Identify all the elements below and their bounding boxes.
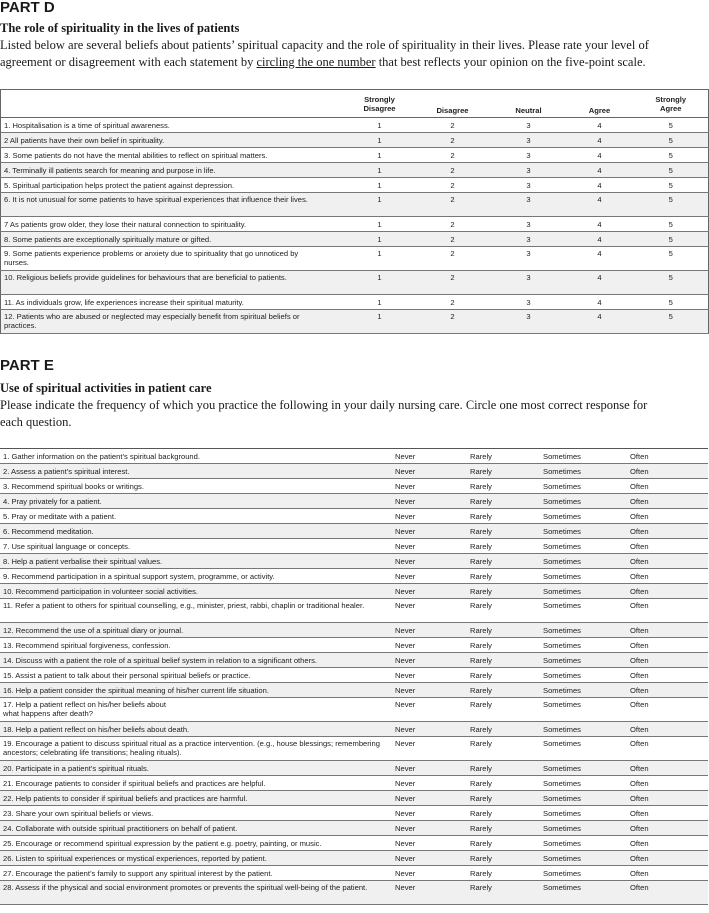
part-e-row — [0, 761, 708, 776]
rating-option-5[interactable]: 5 — [634, 217, 709, 232]
rating-option-4[interactable]: 4 — [566, 247, 634, 271]
part-e-row — [0, 524, 708, 539]
frequency-option-sometimes[interactable]: Sometimes — [543, 776, 630, 791]
frequency-option-often[interactable]: Often — [630, 881, 708, 905]
frequency-option-rarely[interactable]: Rarely — [470, 584, 543, 599]
part-d-rating-table — [0, 89, 709, 334]
part-e-activity: 12. Recommend the use of a spiritual diary or journal. — [0, 623, 395, 638]
part-e-activity: 22. Help patients to consider if spiritual beliefs and practices are harmful. — [0, 791, 395, 806]
part-e-instructions-line2: each question. — [0, 415, 72, 429]
frequency-option-often[interactable]: Often — [630, 554, 708, 569]
frequency-option-often[interactable]: Often — [630, 683, 708, 698]
rating-option-1[interactable]: 1 — [346, 133, 414, 148]
part-e-activity: 16. Help a patient consider the spiritual meaning of his/her current life situation. — [0, 683, 395, 698]
part-e-activity: 11. Refer a patient to others for spiritual counselling, e.g., minister, priest, rabbi, chaplin or traditional healer. — [0, 599, 395, 623]
frequency-option-sometimes[interactable]: Sometimes — [543, 509, 630, 524]
rating-option-1[interactable]: 1 — [346, 295, 414, 310]
part-e-row — [0, 554, 708, 569]
part-d-statement: 7 As patients grow older, they lose their natural connection to spirituality. — [1, 217, 346, 232]
rating-option-3[interactable]: 3 — [492, 178, 566, 193]
part-e-row — [0, 539, 708, 554]
rating-option-5[interactable]: 5 — [634, 148, 709, 163]
frequency-option-never[interactable]: Never — [395, 524, 470, 539]
frequency-option-often[interactable]: Often — [630, 806, 708, 821]
frequency-option-often[interactable]: Often — [630, 599, 708, 623]
frequency-option-rarely[interactable]: Rarely — [470, 623, 543, 638]
frequency-option-sometimes[interactable]: Sometimes — [543, 539, 630, 554]
part-d-title: The role of spirituality in the lives of patients — [0, 21, 240, 35]
rating-option-3[interactable]: 3 — [492, 193, 566, 217]
frequency-option-sometimes[interactable]: Sometimes — [543, 821, 630, 836]
frequency-option-often[interactable]: Often — [630, 584, 708, 599]
frequency-option-never[interactable]: Never — [395, 464, 470, 479]
frequency-option-rarely[interactable]: Rarely — [470, 668, 543, 683]
frequency-option-often[interactable]: Often — [630, 623, 708, 638]
rating-option-4[interactable]: 4 — [566, 232, 634, 247]
part-e-row — [0, 653, 708, 668]
part-e-row — [0, 509, 708, 524]
rating-option-2[interactable]: 2 — [414, 118, 492, 133]
part-d-row — [1, 133, 709, 148]
frequency-option-sometimes[interactable]: Sometimes — [543, 791, 630, 806]
frequency-option-rarely[interactable]: Rarely — [470, 851, 543, 866]
frequency-option-sometimes[interactable]: Sometimes — [543, 494, 630, 509]
frequency-option-never[interactable]: Never — [395, 761, 470, 776]
frequency-option-never[interactable]: Never — [395, 599, 470, 623]
frequency-option-sometimes[interactable]: Sometimes — [543, 761, 630, 776]
rating-option-5[interactable]: 5 — [634, 163, 709, 178]
scale-header-5: Strongly Agree — [634, 90, 709, 118]
part-d-instructions-line1: Listed below are several beliefs about patients’ spiritual capacity and the role of spirituality in their lives. Please rate your level of — [0, 38, 649, 52]
part-e-row — [0, 479, 708, 494]
frequency-option-often[interactable]: Often — [630, 524, 708, 539]
part-e-row — [0, 698, 708, 722]
rating-option-2[interactable]: 2 — [414, 295, 492, 310]
frequency-option-rarely[interactable]: Rarely — [470, 569, 543, 584]
scale-header-2: Disagree — [414, 90, 492, 118]
part-e-row — [0, 881, 708, 905]
frequency-option-rarely[interactable]: Rarely — [470, 554, 543, 569]
rating-option-4[interactable]: 4 — [566, 193, 634, 217]
part-d-statement: 9. Some patients experience problems or anxiety due to spirituality that go unnoticed by nurses. — [1, 247, 346, 271]
part-d-statement: 8. Some patients are exceptionally spiritually mature or gifted. — [1, 232, 346, 247]
part-e-row — [0, 722, 708, 737]
frequency-option-sometimes[interactable]: Sometimes — [543, 449, 630, 464]
rating-option-2[interactable]: 2 — [414, 271, 492, 295]
part-e-activity: 4. Pray privately for a patient. — [0, 494, 395, 509]
part-d-row — [1, 271, 709, 295]
frequency-option-often[interactable]: Often — [630, 737, 708, 761]
part-e-activity: 10. Recommend participation in volunteer social activities. — [0, 584, 395, 599]
rating-option-1[interactable]: 1 — [346, 163, 414, 178]
rating-option-3[interactable]: 3 — [492, 232, 566, 247]
part-d-statement: 2 All patients have their own belief in spirituality. — [1, 133, 346, 148]
part-e-activity: 14. Discuss with a patient the role of a spiritual belief system in relation to a significant others. — [0, 653, 395, 668]
rating-option-2[interactable]: 2 — [414, 178, 492, 193]
frequency-option-rarely[interactable]: Rarely — [470, 524, 543, 539]
part-d-statement: 3. Some patients do not have the mental abilities to reflect on spiritual matters. — [1, 148, 346, 163]
frequency-option-sometimes[interactable]: Sometimes — [543, 881, 630, 905]
rating-option-5[interactable]: 5 — [634, 133, 709, 148]
rating-option-1[interactable]: 1 — [346, 148, 414, 163]
rating-option-3[interactable]: 3 — [492, 310, 566, 334]
frequency-option-sometimes[interactable]: Sometimes — [543, 464, 630, 479]
frequency-option-sometimes[interactable]: Sometimes — [543, 569, 630, 584]
frequency-option-rarely[interactable]: Rarely — [470, 722, 543, 737]
part-e-activity: 8. Help a patient verbalise their spiritual values. — [0, 554, 395, 569]
frequency-option-never[interactable]: Never — [395, 881, 470, 905]
rating-option-2[interactable]: 2 — [414, 163, 492, 178]
rating-option-5[interactable]: 5 — [634, 310, 709, 334]
frequency-option-often[interactable]: Often — [630, 761, 708, 776]
part-e-activity: 23. Share your own spiritual beliefs or views. — [0, 806, 395, 821]
rating-option-1[interactable]: 1 — [346, 271, 414, 295]
frequency-option-often[interactable]: Often — [630, 494, 708, 509]
rating-option-4[interactable]: 4 — [566, 118, 634, 133]
part-e-activity: 19. Encourage a patient to discuss spiritual ritual as a practice intervention. (e.g., house blessings; remembering ancestors; celebrating life transitions; healing rituals). — [0, 737, 395, 761]
part-e-activity: 26. Listen to spiritual experiences or mystical experiences, reported by patient. — [0, 851, 395, 866]
rating-option-3[interactable]: 3 — [492, 118, 566, 133]
part-e-row — [0, 464, 708, 479]
frequency-option-sometimes[interactable]: Sometimes — [543, 638, 630, 653]
part-d-row — [1, 118, 709, 133]
frequency-option-never[interactable]: Never — [395, 698, 470, 722]
frequency-option-often[interactable]: Often — [630, 638, 708, 653]
part-d-row — [1, 247, 709, 271]
rating-option-5[interactable]: 5 — [634, 232, 709, 247]
rating-option-4[interactable]: 4 — [566, 133, 634, 148]
part-e-row — [0, 821, 708, 836]
frequency-option-often[interactable]: Often — [630, 509, 708, 524]
part-e-instructions — [0, 397, 709, 431]
frequency-option-rarely[interactable]: Rarely — [470, 866, 543, 881]
part-d-statement: 12. Patients who are abused or neglected may especially benefit from spiritual beliefs or practices. — [1, 310, 346, 334]
part-d-statement: 6. It is not unusual for some patients to have spiritual experiences that influence their lives. — [1, 193, 346, 217]
part-e-activity: 18. Help a patient reflect on his/her beliefs about death. — [0, 722, 395, 737]
part-e-row — [0, 866, 708, 881]
rating-option-4[interactable]: 4 — [566, 271, 634, 295]
frequency-option-rarely[interactable]: Rarely — [470, 776, 543, 791]
rating-option-3[interactable]: 3 — [492, 133, 566, 148]
frequency-option-never[interactable]: Never — [395, 836, 470, 851]
rating-option-5[interactable]: 5 — [634, 118, 709, 133]
part-d-row — [1, 178, 709, 193]
rating-option-1[interactable]: 1 — [346, 232, 414, 247]
frequency-option-often[interactable]: Often — [630, 668, 708, 683]
scale-header-4: Agree — [566, 90, 634, 118]
part-e-activity: 3. Recommend spiritual books or writings. — [0, 479, 395, 494]
part-e-row — [0, 599, 708, 623]
part-e-activity: 5. Pray or meditate with a patient. — [0, 509, 395, 524]
frequency-option-sometimes[interactable]: Sometimes — [543, 737, 630, 761]
part-d-instructions — [0, 37, 709, 71]
rating-option-5[interactable]: 5 — [634, 193, 709, 217]
rating-option-3[interactable]: 3 — [492, 163, 566, 178]
part-d-header-row — [1, 90, 709, 118]
part-e-row — [0, 737, 708, 761]
rating-option-3[interactable]: 3 — [492, 148, 566, 163]
part-d-statement: 1. Hospitalisation is a time of spiritual awareness. — [1, 118, 346, 133]
part-d-statement: 4. Terminally ill patients search for meaning and purpose in life. — [1, 163, 346, 178]
rating-option-3[interactable]: 3 — [492, 247, 566, 271]
frequency-option-never[interactable]: Never — [395, 776, 470, 791]
frequency-option-rarely[interactable]: Rarely — [470, 494, 543, 509]
part-e-row — [0, 806, 708, 821]
part-e-activity: 15. Assist a patient to talk about their personal spiritual beliefs or practice. — [0, 668, 395, 683]
frequency-option-sometimes[interactable]: Sometimes — [543, 683, 630, 698]
frequency-option-rarely[interactable]: Rarely — [470, 761, 543, 776]
frequency-option-often[interactable]: Often — [630, 653, 708, 668]
part-d-row — [1, 310, 709, 334]
frequency-option-often[interactable]: Often — [630, 836, 708, 851]
frequency-option-never[interactable]: Never — [395, 851, 470, 866]
part-e-activity: 13. Recommend spiritual forgiveness, confession. — [0, 638, 395, 653]
part-d-row — [1, 163, 709, 178]
frequency-option-sometimes[interactable]: Sometimes — [543, 599, 630, 623]
part-d-row — [1, 217, 709, 232]
statement-column-header — [1, 90, 346, 118]
scale-header-1: Strongly Disagree — [346, 90, 414, 118]
part-d-row — [1, 295, 709, 310]
frequency-option-often[interactable]: Often — [630, 722, 708, 737]
part-d-statement: 11. As individuals grow, life experiences increase their spiritual maturity. — [1, 295, 346, 310]
rating-option-1[interactable]: 1 — [346, 178, 414, 193]
part-d-row — [1, 148, 709, 163]
frequency-option-rarely[interactable]: Rarely — [470, 464, 543, 479]
part-d-instructions-text-b: that best reflects your opinion on the five-point scale. — [375, 55, 646, 69]
frequency-option-sometimes[interactable]: Sometimes — [543, 851, 630, 866]
frequency-option-rarely[interactable]: Rarely — [470, 599, 543, 623]
frequency-option-never[interactable]: Never — [395, 539, 470, 554]
part-d-instructions-line2 — [0, 54, 709, 71]
part-d-heading: PART D — [0, 0, 55, 16]
frequency-option-rarely[interactable]: Rarely — [470, 479, 543, 494]
rating-option-3[interactable]: 3 — [492, 217, 566, 232]
frequency-option-never[interactable]: Never — [395, 683, 470, 698]
part-e-activity: 1. Gather information on the patient’s spiritual background. — [0, 449, 395, 464]
frequency-option-rarely[interactable]: Rarely — [470, 737, 543, 761]
frequency-option-rarely[interactable]: Rarely — [470, 449, 543, 464]
part-e-row — [0, 584, 708, 599]
frequency-option-rarely[interactable]: Rarely — [470, 821, 543, 836]
frequency-option-rarely[interactable]: Rarely — [470, 806, 543, 821]
frequency-option-rarely[interactable]: Rarely — [470, 509, 543, 524]
frequency-option-sometimes[interactable]: Sometimes — [543, 524, 630, 539]
rating-option-4[interactable]: 4 — [566, 310, 634, 334]
frequency-option-sometimes[interactable]: Sometimes — [543, 668, 630, 683]
rating-option-2[interactable]: 2 — [414, 133, 492, 148]
part-d-row — [1, 193, 709, 217]
part-e-row — [0, 683, 708, 698]
frequency-option-never[interactable]: Never — [395, 554, 470, 569]
frequency-option-often[interactable]: Often — [630, 539, 708, 554]
part-e-activity: 17. Help a patient reflect on his/her beliefs about what happens after death? — [0, 698, 395, 722]
part-e-row — [0, 449, 708, 464]
part-d-statement: 10. Religious beliefs provide guidelines for behaviours that are beneficial to patients. — [1, 271, 346, 295]
part-e-frequency-table — [0, 448, 708, 905]
part-d-row — [1, 232, 709, 247]
rating-option-2[interactable]: 2 — [414, 193, 492, 217]
part-d-instructions-text-a: agreement or disagreement with each statement by — [0, 55, 257, 69]
frequency-option-often[interactable]: Often — [630, 821, 708, 836]
rating-option-2[interactable]: 2 — [414, 247, 492, 271]
rating-option-2[interactable]: 2 — [414, 232, 492, 247]
rating-option-4[interactable]: 4 — [566, 217, 634, 232]
part-e-activity: 20. Participate in a patient’s spiritual rituals. — [0, 761, 395, 776]
part-e-row — [0, 851, 708, 866]
frequency-option-rarely[interactable]: Rarely — [470, 638, 543, 653]
part-e-activity: 21. Encourage patients to consider if spiritual beliefs and practices are helpful. — [0, 776, 395, 791]
frequency-option-often[interactable]: Often — [630, 698, 708, 722]
frequency-option-never[interactable]: Never — [395, 479, 470, 494]
frequency-option-never[interactable]: Never — [395, 569, 470, 584]
frequency-option-sometimes[interactable]: Sometimes — [543, 722, 630, 737]
rating-option-1[interactable]: 1 — [346, 217, 414, 232]
part-e-row — [0, 569, 708, 584]
rating-option-2[interactable]: 2 — [414, 217, 492, 232]
frequency-option-sometimes[interactable]: Sometimes — [543, 698, 630, 722]
rating-option-5[interactable]: 5 — [634, 295, 709, 310]
part-e-activity: 7. Use spiritual language or concepts. — [0, 539, 395, 554]
rating-option-1[interactable]: 1 — [346, 193, 414, 217]
part-e-activity: 2. Assess a patient’s spiritual interest. — [0, 464, 395, 479]
frequency-option-never[interactable]: Never — [395, 509, 470, 524]
frequency-option-never[interactable]: Never — [395, 449, 470, 464]
part-e-activity: 25. Encourage or recommend spiritual expression by the patient e.g. poetry, painting, or music. — [0, 836, 395, 851]
part-d-statement: 5. Spiritual participation helps protect the patient against depression. — [1, 178, 346, 193]
rating-option-4[interactable]: 4 — [566, 178, 634, 193]
rating-option-2[interactable]: 2 — [414, 310, 492, 334]
part-e-row — [0, 668, 708, 683]
frequency-option-often[interactable]: Often — [630, 449, 708, 464]
rating-option-3[interactable]: 3 — [492, 271, 566, 295]
frequency-option-sometimes[interactable]: Sometimes — [543, 479, 630, 494]
frequency-option-often[interactable]: Often — [630, 569, 708, 584]
frequency-option-sometimes[interactable]: Sometimes — [543, 623, 630, 638]
frequency-option-sometimes[interactable]: Sometimes — [543, 653, 630, 668]
part-e-row — [0, 791, 708, 806]
scale-header-3: Neutral — [492, 90, 566, 118]
part-e-instructions-line1: Please indicate the frequency of which you practice the following in your daily nursing care. Circle one most correct response for — [0, 398, 648, 412]
frequency-option-often[interactable]: Often — [630, 866, 708, 881]
frequency-option-rarely[interactable]: Rarely — [470, 653, 543, 668]
rating-option-5[interactable]: 5 — [634, 178, 709, 193]
frequency-option-often[interactable]: Often — [630, 479, 708, 494]
part-e-title: Use of spiritual activities in patient care — [0, 381, 212, 395]
rating-option-4[interactable]: 4 — [566, 295, 634, 310]
frequency-option-sometimes[interactable]: Sometimes — [543, 836, 630, 851]
rating-option-2[interactable]: 2 — [414, 148, 492, 163]
part-e-heading: PART E — [0, 357, 54, 374]
frequency-option-never[interactable]: Never — [395, 494, 470, 509]
frequency-option-rarely[interactable]: Rarely — [470, 698, 543, 722]
frequency-option-rarely[interactable]: Rarely — [470, 836, 543, 851]
frequency-option-sometimes[interactable]: Sometimes — [543, 554, 630, 569]
frequency-option-never[interactable]: Never — [395, 722, 470, 737]
rating-option-3[interactable]: 3 — [492, 295, 566, 310]
frequency-option-never[interactable]: Never — [395, 653, 470, 668]
part-e-row — [0, 638, 708, 653]
rating-option-1[interactable]: 1 — [346, 310, 414, 334]
part-e-activity: 27. Encourage the patient’s family to support any spiritual interest by the patient. — [0, 866, 395, 881]
part-d-instructions-underlined: circling the one number — [256, 55, 376, 69]
frequency-option-never[interactable]: Never — [395, 668, 470, 683]
frequency-option-sometimes[interactable]: Sometimes — [543, 806, 630, 821]
frequency-option-never[interactable]: Never — [395, 791, 470, 806]
part-e-activity: 9. Recommend participation in a spiritual support system, programme, or activity. — [0, 569, 395, 584]
part-e-row — [0, 776, 708, 791]
rating-option-1[interactable]: 1 — [346, 118, 414, 133]
frequency-option-rarely[interactable]: Rarely — [470, 881, 543, 905]
part-e-activity: 28. Assess if the physical and social environment promotes or prevents the spiritual well-being of the patient. — [0, 881, 395, 905]
rating-option-1[interactable]: 1 — [346, 247, 414, 271]
rating-option-5[interactable]: 5 — [634, 247, 709, 271]
frequency-option-often[interactable]: Often — [630, 776, 708, 791]
frequency-option-often[interactable]: Often — [630, 851, 708, 866]
frequency-option-never[interactable]: Never — [395, 806, 470, 821]
frequency-option-often[interactable]: Often — [630, 791, 708, 806]
frequency-option-rarely[interactable]: Rarely — [470, 683, 543, 698]
frequency-option-never[interactable]: Never — [395, 866, 470, 881]
part-e-row — [0, 623, 708, 638]
rating-option-4[interactable]: 4 — [566, 148, 634, 163]
frequency-option-sometimes[interactable]: Sometimes — [543, 584, 630, 599]
part-e-row — [0, 836, 708, 851]
frequency-option-never[interactable]: Never — [395, 737, 470, 761]
rating-option-4[interactable]: 4 — [566, 163, 634, 178]
frequency-option-sometimes[interactable]: Sometimes — [543, 866, 630, 881]
frequency-option-rarely[interactable]: Rarely — [470, 791, 543, 806]
frequency-option-never[interactable]: Never — [395, 584, 470, 599]
frequency-option-never[interactable]: Never — [395, 638, 470, 653]
frequency-option-never[interactable]: Never — [395, 623, 470, 638]
rating-option-5[interactable]: 5 — [634, 271, 709, 295]
part-e-activity: 6. Recommend meditation. — [0, 524, 395, 539]
part-e-activity: 24. Collaborate with outside spiritual practitioners on behalf of patient. — [0, 821, 395, 836]
frequency-option-rarely[interactable]: Rarely — [470, 539, 543, 554]
frequency-option-often[interactable]: Often — [630, 464, 708, 479]
part-e-row — [0, 494, 708, 509]
frequency-option-never[interactable]: Never — [395, 821, 470, 836]
